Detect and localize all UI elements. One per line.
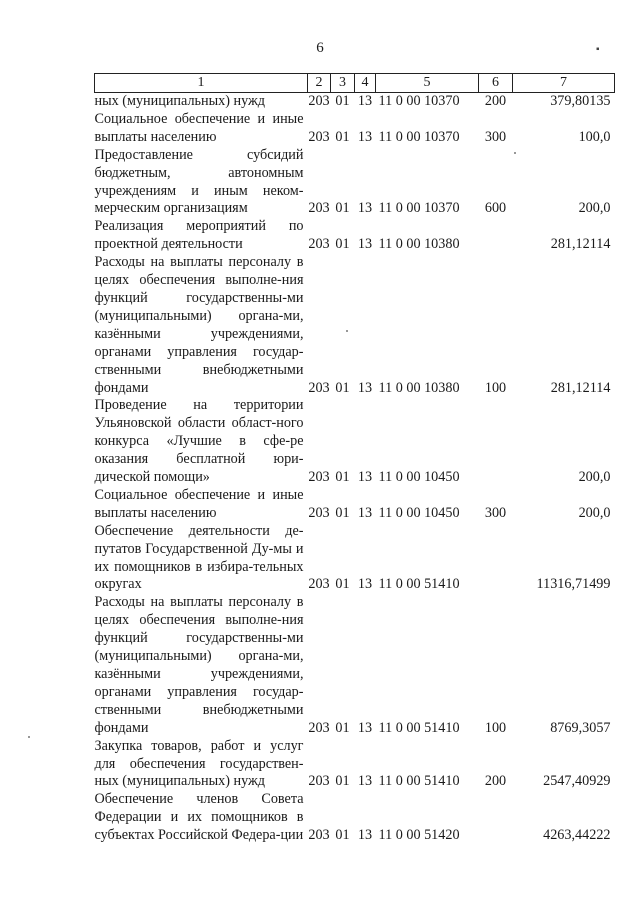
header-col-3: 3 (331, 74, 355, 93)
row-name-cell: Закупка товаров, работ и услуг для обеспечения государствен-ных (муниципальных) нужд (94, 737, 304, 790)
table-row (95, 254, 615, 397)
row-amount: 2547,40929 (543, 773, 611, 790)
row-expense-type (479, 397, 513, 487)
row-ministry-code: 203 (308, 200, 330, 217)
row-subsection-code: 13 (357, 469, 373, 486)
table-row (95, 523, 615, 595)
scan-mark: ▪ (596, 44, 600, 55)
row-name-cell: Обеспечение членов Совета Федерации и их помощников в субъектах Российской Федера-ции (94, 791, 304, 844)
row-ministry-code: 203 (308, 827, 330, 844)
row-amount: 200,0 (578, 200, 611, 217)
row-section-code: 01 (335, 773, 350, 790)
row-expense-type: 100 (484, 719, 507, 736)
row-subsection-code: 13 (357, 93, 373, 109)
table-row (95, 397, 615, 487)
row-target-article: 11 0 00 10370 (378, 128, 460, 145)
row-expense-type: 100 (484, 379, 507, 396)
row-section-code: 01 (335, 200, 350, 217)
row-ministry-code: 203 (308, 719, 330, 736)
header-col-1: 1 (95, 74, 308, 93)
row-amount: 4263,44222 (543, 827, 611, 844)
table-row (95, 218, 615, 254)
row-name-cell: Реализация мероприятий по проектной деятельности (94, 218, 304, 253)
row-ministry-code: 203 (308, 504, 330, 521)
row-name-cell: Проведение на территории Ульяновской области област-ного конкурса «Лучшие в сфе-ре оказания бесплатной юри-дической помощи» (94, 397, 304, 486)
row-name-cell: Расходы на выплаты персоналу в целях обеспечения выполне-ния функций государственны-ми (муниципальными) органа-ми, казёнными учреждениями, органами управления государ-ственными внебюджетными фондами (94, 594, 304, 736)
row-ministry-code: 203 (308, 128, 330, 145)
row-target-article: 11 0 00 10450 (378, 469, 460, 486)
row-amount: 200,0 (578, 469, 611, 486)
row-subsection-code: 13 (357, 379, 373, 396)
row-section-code: 01 (335, 379, 350, 396)
budget-table (94, 73, 615, 845)
row-expense-type (479, 523, 513, 595)
header-col-2: 2 (308, 74, 331, 93)
row-ministry-code: 203 (308, 93, 330, 109)
row-section-code: 01 (335, 93, 350, 109)
row-section-code: 01 (335, 504, 350, 521)
table-row (95, 791, 615, 845)
row-amount: 100,0 (578, 128, 611, 145)
table-row (95, 147, 615, 219)
row-name-cell: Обеспечение деятельности де-путатов Государственной Ду-мы и их помощников в избира-тельных округах (94, 522, 304, 593)
row-subsection-code: 13 (357, 719, 373, 736)
row-subsection-code: 13 (357, 236, 373, 253)
row-subsection-code: 13 (357, 576, 373, 593)
row-subsection-code: 13 (357, 827, 373, 844)
header-col-6: 6 (479, 74, 513, 93)
row-section-code: 01 (335, 827, 350, 844)
scan-speck (514, 152, 516, 154)
row-amount: 8769,3057 (550, 719, 611, 736)
table-header-row (95, 74, 615, 93)
row-expense-type (479, 218, 513, 254)
table-row (95, 93, 615, 111)
row-name-cell: Социальное обеспечение и иные выплаты населению (94, 110, 304, 145)
page-number: 6 (316, 40, 324, 56)
row-target-article: 11 0 00 10450 (378, 504, 460, 521)
row-name-cell: Предоставление субсидий бюджетным, автономным учреждениям и иным неком-мерческим организациям (94, 146, 304, 217)
table-row (95, 594, 615, 737)
row-expense-type: 600 (484, 200, 507, 217)
scan-speck (28, 736, 30, 738)
row-ministry-code: 203 (308, 773, 330, 790)
row-target-article: 11 0 00 10370 (378, 200, 460, 217)
row-expense-type: 300 (484, 128, 507, 145)
table-row (95, 487, 615, 523)
row-amount: 281,12114 (550, 236, 611, 253)
row-amount: 200,0 (578, 504, 611, 521)
row-ministry-code: 203 (308, 576, 330, 593)
row-subsection-code: 13 (357, 504, 373, 521)
table-row (95, 111, 615, 147)
row-target-article: 11 0 00 51410 (378, 773, 460, 790)
row-subsection-code: 13 (357, 773, 373, 790)
row-name-cell: Расходы на выплаты персоналу в целях обеспечения выполне-ния функций государственны-ми (муниципальными) органа-ми, казёнными учреждениями, органами управления государ-ственными внебюджетными фондами (94, 254, 304, 396)
header-col-4: 4 (355, 74, 376, 93)
row-expense-type: 200 (484, 773, 507, 790)
row-section-code: 01 (335, 469, 350, 486)
row-expense-type (479, 791, 513, 845)
row-ministry-code: 203 (308, 379, 330, 396)
row-expense-type: 200 (484, 93, 507, 109)
row-amount: 379,80135 (550, 93, 611, 109)
row-target-article: 11 0 00 10380 (378, 236, 460, 253)
row-section-code: 01 (335, 236, 350, 253)
row-target-article: 11 0 00 51420 (378, 827, 460, 844)
header-col-7: 7 (513, 74, 615, 93)
row-ministry-code: 203 (308, 236, 330, 253)
row-amount: 11316,71499 (536, 576, 611, 593)
row-section-code: 01 (335, 128, 350, 145)
scan-speck (346, 330, 348, 332)
row-name-cell: ных (муниципальных) нужд (94, 93, 266, 109)
row-amount: 281,12114 (550, 379, 611, 396)
row-subsection-code: 13 (357, 128, 373, 145)
table-row (95, 738, 615, 792)
row-target-article: 11 0 00 10370 (378, 93, 460, 109)
row-target-article: 11 0 00 51410 (378, 576, 460, 593)
header-col-5: 5 (376, 74, 479, 93)
row-target-article: 11 0 00 10380 (378, 379, 460, 396)
row-section-code: 01 (335, 576, 350, 593)
row-ministry-code: 203 (308, 469, 330, 486)
row-subsection-code: 13 (357, 200, 373, 217)
row-section-code: 01 (335, 719, 350, 736)
row-expense-type: 300 (484, 504, 507, 521)
row-target-article: 11 0 00 51410 (378, 719, 460, 736)
row-name-cell: Социальное обеспечение и иные выплаты населению (94, 486, 304, 521)
